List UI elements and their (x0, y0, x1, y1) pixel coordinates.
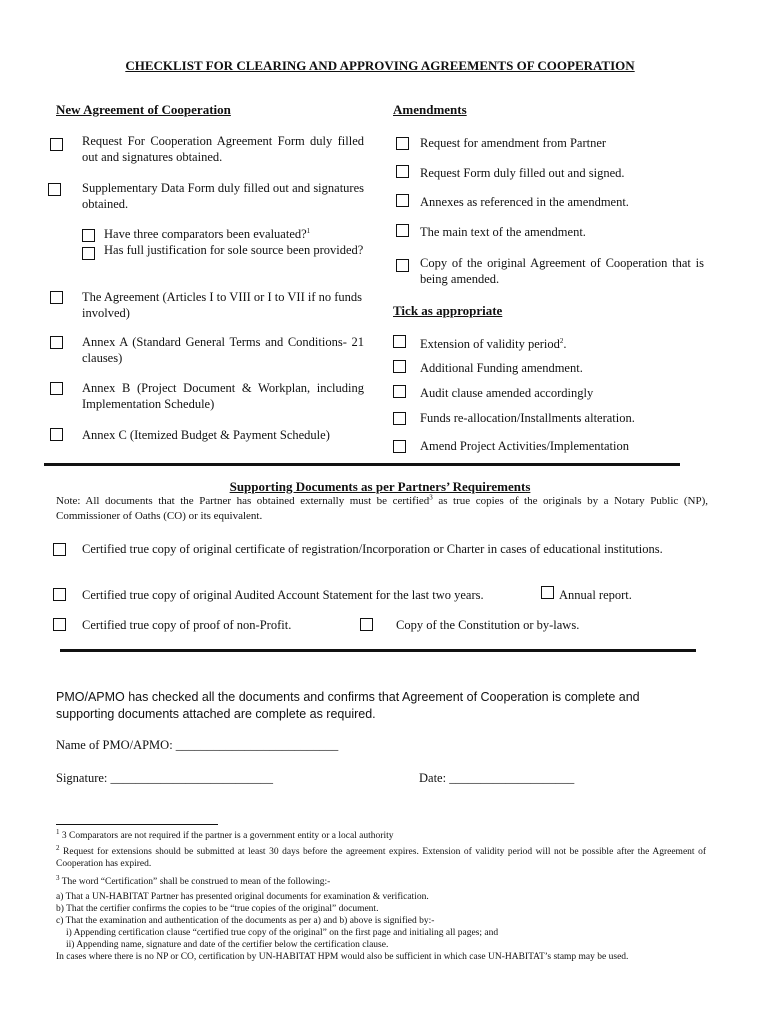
item-annex-c: Annex C (Itemized Budget & Payment Schedule) (82, 428, 330, 442)
section-divider (44, 463, 680, 466)
footnote-3-text: The word “Certification” shall be construed to mean of the following:- (61, 877, 331, 887)
checkbox-funds-reallocation[interactable] (393, 412, 406, 425)
checkbox-audited-statement[interactable] (53, 588, 66, 601)
item-sole-source: Has full justification for sole source been provided? (104, 243, 364, 257)
item-registration-certificate: Certified true copy of original certificate of registration/Incorporation or Charter in cases of educational institutions. (82, 542, 663, 556)
item-request-form-signed: Request Form duly filled out and signed. (420, 166, 625, 180)
item-non-profit: Certified true copy of proof of non-Profit. (82, 618, 292, 632)
checkbox-annexes-referenced[interactable] (396, 194, 409, 207)
supporting-note (56, 494, 708, 524)
checkbox-sole-source[interactable] (82, 247, 95, 260)
checkbox-supplementary-data[interactable] (48, 183, 61, 196)
supporting-documents-header: Supporting Documents as per Partners’ Requirements (229, 479, 531, 494)
footnote-3c-i: i) Appending certification clause “certified true copy of the original” on the first page and initialing all pages; and (66, 928, 499, 938)
footnote-3a: a) That a UN-HABITAT Partner has presented original documents for examination & verification. (56, 892, 429, 902)
amendments-header: Amendments (393, 102, 467, 117)
footnote-3-last: In cases where there is no NP or CO, certification by UN-HABITAT HPM would also be sufficient in which case UN-HABITAT’s stamp may be used. (56, 952, 629, 962)
footnote-3 (56, 873, 706, 888)
footnote-2-text: Request for extensions should be submitted at least 30 days before the agreement expires. Extension of validity period will not be possible after the Agreement of Cooperation has expired. (56, 847, 706, 869)
checkbox-original-copy[interactable] (396, 259, 409, 272)
item-agreement-articles: The Agreement (Articles I to VIII or I to VII if no funds involved) (82, 290, 363, 320)
checkbox-annex-c[interactable] (50, 428, 63, 441)
item-annual-report: Annual report. (559, 588, 632, 602)
item-funds-reallocation: Funds re-allocation/Installments alteration. (420, 411, 635, 425)
document-title: CHECKLIST FOR CLEARING AND APPROVING AGREEMENTS OF COOPERATION (125, 58, 635, 73)
item-amend-activities: Amend Project Activities/Implementation (420, 439, 629, 453)
new-agreement-header: New Agreement of Cooperation (56, 102, 231, 117)
checkbox-non-profit[interactable] (53, 618, 66, 631)
tick-as-appropriate-header: Tick as appropriate (393, 303, 503, 318)
note-text-b: as true copies of the originals by a Notary Public (NP), Commissioner of Oaths (CO) or its equivalent. (56, 495, 708, 522)
footnote-ref-1: 1 (306, 226, 311, 235)
checkbox-constitution[interactable] (360, 618, 373, 631)
item-audited-statement: Certified true copy of original Audited Account Statement for the last two years. (82, 588, 484, 602)
item-annex-b: Annex B (Project Document & Workplan, including Implementation Schedule) (82, 381, 364, 411)
extension-validity-text: Extension of validity period (420, 337, 560, 351)
item-original-copy: Copy of the original Agreement of Cooperation that is being amended. (420, 256, 704, 286)
item-main-text: The main text of the amendment. (420, 225, 586, 239)
checkbox-additional-funding[interactable] (393, 360, 406, 373)
comparators-text: Have three comparators been evaluated? (104, 227, 307, 241)
footnote-1 (56, 827, 706, 842)
footnote-3-number: 3 (56, 873, 60, 882)
item-constitution: Copy of the Constitution or by-laws. (396, 618, 580, 632)
checkbox-annex-a[interactable] (50, 336, 63, 349)
date-field[interactable]: Date: ____________________ (419, 771, 575, 785)
footnote-3c-ii: ii) Appending name, signature and date of the certifier below the certification clause. (66, 940, 389, 950)
checkbox-request-form-signed[interactable] (396, 165, 409, 178)
item-extension-validity: Extension of validity period$^2$. (420, 336, 567, 351)
item-annex-a: Annex A (Standard General Terms and Conditions- 21 clauses) (82, 335, 364, 365)
item-amendment-request: Request for amendment from Partner (420, 136, 607, 150)
note-text-a: Note: All documents that the Partner has obtained externally must be certified (56, 495, 430, 507)
checkbox-request-form[interactable] (50, 138, 63, 151)
checkbox-extension-validity[interactable] (393, 335, 406, 348)
checkbox-comparators[interactable] (82, 229, 95, 242)
signature-field[interactable]: Signature: __________________________ (56, 771, 274, 785)
checkbox-audit-clause[interactable] (393, 385, 406, 398)
pmo-name-field[interactable]: Name of PMO/APMO: __________________________ (56, 738, 339, 752)
checkbox-annual-report[interactable] (541, 586, 554, 599)
confirmation-statement: PMO/APMO has checked all the documents and confirms that Agreement of Cooperation is complete and supporting documents attached are complete as required. (56, 690, 640, 721)
item-supplementary-data: Supplementary Data Form duly filled out and signatures obtained. (82, 181, 364, 211)
item-additional-funding: Additional Funding amendment. (420, 361, 583, 375)
footnote-1-text: 3 Comparators are not required if the partner is a government entity or a local authority (61, 831, 394, 841)
checkbox-main-text[interactable] (396, 224, 409, 237)
item-annexes-referenced: Annexes as referenced in the amendment. (420, 195, 629, 209)
footnote-3b: b) That the certifier confirms the copies to be “true copies of the original” document. (56, 904, 379, 914)
checkbox-annex-b[interactable] (50, 382, 63, 395)
footnote-separator (56, 824, 218, 825)
footnote-2 (56, 843, 706, 870)
item-request-form: Request For Cooperation Agreement Form duly filled out and signatures obtained. (82, 134, 364, 164)
item-comparators (104, 226, 366, 242)
checkbox-agreement-articles[interactable] (50, 291, 63, 304)
footnote-2-number: 2 (56, 843, 60, 852)
section-divider-2 (60, 649, 696, 652)
checkbox-amend-activities[interactable] (393, 440, 406, 453)
checkbox-amendment-request[interactable] (396, 137, 409, 150)
footnote-ref-2: 2 (559, 336, 564, 345)
item-audit-clause: Audit clause amended accordingly (420, 386, 594, 400)
footnote-1-number: 1 (56, 827, 60, 836)
footnote-ref-3: 3 (429, 493, 433, 502)
footnote-3c: c) That the examination and authentication of the documents as per a) and b) above is signified by:- (56, 916, 435, 926)
checkbox-registration-certificate[interactable] (53, 543, 66, 556)
